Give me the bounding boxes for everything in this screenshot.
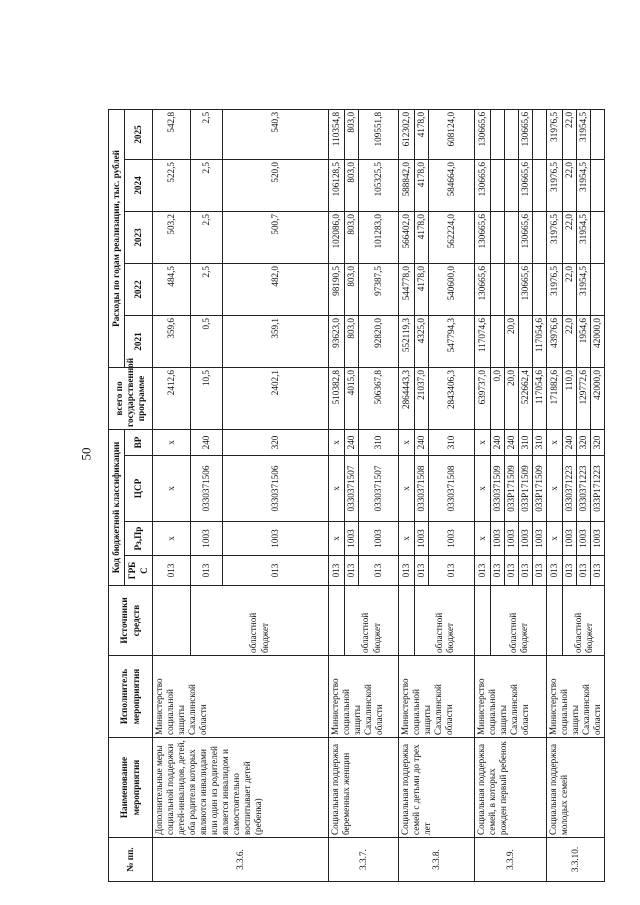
table-cell: 520,0 [223,159,329,211]
table-cell: 484,5 [153,263,191,315]
table-cell: 2,5 [191,109,223,159]
table-cell: 130665,6 [475,211,491,263]
row-name: Социальная поддержка молодых семей [547,738,605,838]
table-cell: 1003 [345,522,359,556]
table-cell: х [399,522,415,556]
table-cell: х [399,429,415,455]
table-cell: 540600,0 [429,263,475,315]
table-cell: 0330371506 [191,456,223,522]
table-cell: 803,0 [345,315,359,367]
table-cell: 1003 [191,522,223,556]
table-cell: 20,0 [505,367,519,429]
header-source: Источники средств [109,586,153,656]
table-cell [491,211,505,263]
header-total: всего по государственной программе [109,367,153,429]
table-cell: 013 [329,556,345,586]
table-cell: 4178,0 [415,109,429,159]
table-cell: х [475,522,491,556]
table-cell: 0330371508 [429,456,475,522]
header-num: № пп. [109,838,153,882]
table-cell: 310 [533,429,547,455]
table-row [329,109,345,881]
table-cell: 31954,5 [577,263,591,315]
table-cell: 544778,0 [399,263,415,315]
table-cell: 310 [519,429,533,455]
row-executor: Министерство социальной защиты Сахалинской области [547,656,605,738]
table-cell: 803,0 [345,263,359,315]
table-cell: 013 [399,556,415,586]
source-spacer [475,586,491,656]
table-cell: 1003 [591,522,605,556]
source-spacer [329,586,345,656]
table-cell: 130665,6 [519,159,533,211]
table-cell: 92820,0 [359,315,399,367]
table-cell: 22,0 [563,159,577,211]
table-cell: 013 [429,556,475,586]
row-source: областной бюджет [191,586,329,656]
table-cell: 117054,6 [533,367,547,429]
table-cell: 22,0 [563,315,577,367]
table-cell: 033Р171509 [533,456,547,522]
table-cell: 013 [359,556,399,586]
table-cell: 1003 [533,522,547,556]
table-cell: 013 [491,556,505,586]
table-cell: 130665,6 [475,159,491,211]
table-cell: 93623,0 [329,315,345,367]
table-cell: 240 [415,429,429,455]
row-number: 3.3.8. [399,838,475,882]
table-cell: 566402,0 [399,211,415,263]
table-cell: 1003 [359,522,399,556]
table-cell: 31976,5 [547,159,563,211]
source-spacer [399,586,415,656]
table-cell: 320 [577,429,591,455]
table-cell [591,159,605,211]
table-cell: 42000,0 [591,315,605,367]
table-cell: 2,5 [191,159,223,211]
table-cell: 013 [345,556,359,586]
table-cell: 20,0 [505,315,519,367]
header-year: 2024 [125,159,153,211]
table-cell: 2,5 [191,211,223,263]
table-cell: 522,5 [153,159,191,211]
table-cell: 2843406,3 [429,367,475,429]
table-cell: 0330371223 [577,456,591,522]
table-cell: 639737,0 [475,367,491,429]
table-cell: 013 [153,556,191,586]
table-cell: 117054,6 [533,315,547,367]
table-row [399,109,415,881]
table-cell [505,159,519,211]
table-cell: 130665,6 [519,109,533,159]
table-cell: 31954,5 [577,159,591,211]
table-cell: х [329,456,345,522]
table-cell: 552119,3 [399,315,415,367]
table-cell [491,263,505,315]
budget-table [108,109,605,882]
table-cell: 31976,5 [547,263,563,315]
table-cell: 106128,5 [329,159,345,211]
header-year: 2021 [125,315,153,367]
table-cell: 0330371223 [563,456,577,522]
table-cell: 013 [191,556,223,586]
table-cell: 1003 [505,522,519,556]
header-kbk: Код бюджетной классификации [109,429,125,585]
table-cell: 2412,6 [153,367,191,429]
table-cell: 506367,8 [359,367,399,429]
table-cell: 542,8 [153,109,191,159]
table-cell: 013 [415,556,429,586]
header-year: 2023 [125,211,153,263]
table-cell: 033Р171223 [591,456,605,522]
table-cell [519,315,533,367]
row-executor: Министерство социальной защиты Сахалинской области [329,656,399,738]
table-cell: 013 [591,556,605,586]
row-number: 3.3.9. [475,838,547,882]
table-cell: 43976,6 [547,315,563,367]
table-cell: 4178,0 [415,263,429,315]
row-name: Социальная поддержка семей, в которых рожден первый ребенок [475,738,547,838]
table-cell: 42000,0 [591,367,605,429]
table-cell: 0330371507 [345,456,359,522]
table-cell: 21037,0 [415,367,429,429]
table-cell: х [399,456,415,522]
table-cell: 562224,0 [429,211,475,263]
table-cell [533,263,547,315]
row-number: 3.3.10. [547,838,605,882]
table-cell [591,109,605,159]
row-number: 3.3.6. [153,838,329,882]
table-cell: 117074,6 [475,315,491,367]
table-cell: 584664,0 [429,159,475,211]
table-cell: 101283,0 [359,211,399,263]
page-number: 50 [78,447,94,461]
table-cell: 130665,6 [519,263,533,315]
table-cell: 522662,4 [519,367,533,429]
table-cell: 013 [547,556,563,586]
table-cell: 503,2 [153,211,191,263]
table-cell: х [329,429,345,455]
table-cell: 31976,5 [547,109,563,159]
table-row [547,109,563,881]
table-cell: 1003 [429,522,475,556]
row-name: Дополнительные меры социальной поддержки детей-инвалидов, детей, оба родителя которых являются инвалидами или один из родителей является инвалидом и самостоятельно воспитывает детей (ребенка) [153,738,329,838]
table-cell: 033Р171509 [505,456,519,522]
table-cell: 130665,6 [475,263,491,315]
table-cell: 240 [345,429,359,455]
table-cell: 013 [563,556,577,586]
row-executor: Министерство социальной защиты Сахалинской области [399,656,475,738]
table-cell: 171882,6 [547,367,563,429]
table-cell: 4325,0 [415,315,429,367]
table-cell: 31976,5 [547,211,563,263]
table-cell: 482,0 [223,263,329,315]
table-cell: х [547,429,563,455]
table-cell: 1003 [577,522,591,556]
table-cell: 013 [223,556,329,586]
table-cell: 359,6 [153,315,191,367]
table-cell: 1003 [415,522,429,556]
table-cell: 013 [519,556,533,586]
table-cell [505,211,519,263]
table-cell: 2402,1 [223,367,329,429]
table-cell: 1003 [223,522,329,556]
table-row [475,109,491,881]
table-cell: 240 [563,429,577,455]
table-cell: 0330371506 [223,456,329,522]
table-cell: х [475,456,491,522]
row-source: областной бюджет [563,586,605,656]
table-cell: 129772,6 [577,367,591,429]
table-cell: 2864443,3 [399,367,415,429]
table-cell: 510382,8 [329,367,345,429]
row-executor: Министерство социальной защиты Сахалинской области [475,656,547,738]
table-cell: 4015,0 [345,367,359,429]
table-cell: 0330371507 [359,456,399,522]
table-cell: 0330371508 [415,456,429,522]
table-cell: 320 [223,429,329,455]
row-source: областной бюджет [345,586,399,656]
table-cell: 22,0 [563,211,577,263]
table-cell: 240 [491,429,505,455]
table-cell: 31954,5 [577,211,591,263]
table-cell: х [547,456,563,522]
table-cell: х [329,522,345,556]
header-year: 2022 [125,263,153,315]
table-cell: 240 [191,429,223,455]
table-cell: 0330371509 [491,456,505,522]
table-cell: 0,5 [191,315,223,367]
table-cell: 22,0 [563,109,577,159]
header-vr: ВР [125,429,153,455]
table-cell: х [547,522,563,556]
table-cell: 110,0 [563,367,577,429]
table-cell: х [153,456,191,522]
table-cell: 803,0 [345,159,359,211]
table-cell: 033Р171509 [519,456,533,522]
table-cell: 2,5 [191,263,223,315]
table-cell [505,263,519,315]
table-cell: 1003 [519,522,533,556]
row-source: областной бюджет [415,586,475,656]
table-cell: 013 [533,556,547,586]
table-cell: 359,1 [223,315,329,367]
table-cell: 612302,0 [399,109,415,159]
table-cell [491,315,505,367]
table-cell: 608124,0 [429,109,475,159]
row-number: 3.3.7. [329,838,399,882]
header-expenses: Расходы по годам реализации, тыс. рублей [109,109,125,367]
table-cell [533,211,547,263]
budget-table-container [108,110,613,882]
source-spacer [153,586,191,656]
table-cell [591,263,605,315]
row-name: Социальная поддержка семей с детьми до трех лет [399,738,475,838]
header-exec: Исполнитель мероприятия [109,656,153,738]
table-cell: 320 [591,429,605,455]
table-cell [591,211,605,263]
table-cell: 0,0 [491,367,505,429]
table-cell: 98190,5 [329,263,345,315]
table-row [153,109,191,881]
table-cell: 310 [359,429,399,455]
table-cell: 310 [429,429,475,455]
header-year: 2025 [125,109,153,159]
table-cell: 013 [577,556,591,586]
table-cell: 4178,0 [415,159,429,211]
table-cell: 803,0 [345,109,359,159]
table-cell [491,159,505,211]
table-cell [533,159,547,211]
source-spacer [547,586,563,656]
table-cell: 1003 [563,522,577,556]
table-cell [533,109,547,159]
table-cell: 013 [475,556,491,586]
table-cell: 130665,6 [519,211,533,263]
table-cell: 4178,0 [415,211,429,263]
table-cell: 013 [505,556,519,586]
table-cell: 1954,6 [577,315,591,367]
table-cell: 588842,0 [399,159,415,211]
table-cell: х [153,429,191,455]
table-cell: х [153,522,191,556]
table-cell: 109551,8 [359,109,399,159]
table-cell: 547794,3 [429,315,475,367]
table-cell: 97387,5 [359,263,399,315]
header-grbs: ГРБ С [125,556,153,586]
table-cell: 110354,8 [329,109,345,159]
table-cell [491,109,505,159]
table-cell: 803,0 [345,211,359,263]
table-cell: 22,0 [563,263,577,315]
header-name: Наименование мероприятия [109,738,153,838]
table-body [153,109,605,881]
table-cell: х [475,429,491,455]
row-source: областной бюджет [491,586,547,656]
table-cell: 102086,0 [329,211,345,263]
table-cell: 10,5 [191,367,223,429]
header-csr: ЦСР [125,456,153,522]
header-rzpr: Рз,Пр [125,522,153,556]
table-cell: 105325,5 [359,159,399,211]
table-cell [505,109,519,159]
row-name: Социальная поддержка беременных женщин [329,738,399,838]
table-cell: 130665,6 [475,109,491,159]
table-cell: 1003 [491,522,505,556]
table-cell: 540,3 [223,109,329,159]
table-cell: 500,7 [223,211,329,263]
row-executor: Министерство социальной защиты Сахалинской области [153,656,329,738]
table-cell: 240 [505,429,519,455]
table-cell: 31954,5 [577,109,591,159]
